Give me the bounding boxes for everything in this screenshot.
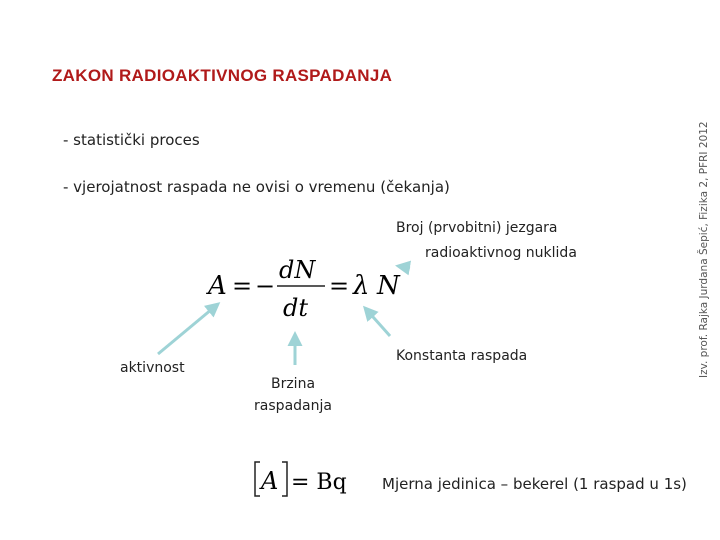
unit-rhs: = Bq [291,470,347,495]
page-title: ZAKON RADIOAKTIVNOG RASPADANJA [52,66,393,85]
formula-A: A [208,271,227,301]
formula-eq: = [232,272,253,300]
label-brzina [248,373,338,417]
formula-numerator: dN [279,256,316,284]
activity-formula [205,248,405,326]
formula-eq2: = [329,272,350,300]
label-brzina-line1: Brzina [270,376,316,392]
label-konstanta: Konstanta raspada [396,348,528,364]
unit-symbol: A [261,467,279,495]
right-bracket [282,462,287,496]
formula-N: N [377,271,400,301]
formula-minus: − [255,272,276,300]
label-broj-line2: radioaktivnog nuklida [425,245,577,261]
author-credit: Izv. prof. Rajka Jurdana Šepić, Fizika 2, PFRI 2012 [698,121,710,378]
formula-lambda: λ [353,271,370,301]
label-broj-line1: Broj (prvobitni) jezgara [396,220,558,236]
formula-denominator: dt [283,294,309,322]
label-aktivnost: aktivnost [120,360,185,376]
unit-formula [252,458,357,500]
left-bracket [255,462,260,496]
unit-description: Mjerna jedinica – bekerel (1 raspad u 1s) [382,475,687,493]
bullet-statistical-process: - statistički proces [63,131,200,149]
bullet-decay-probability: - vjerojatnost raspada ne ovisi o vremenu (čekanja) [63,178,450,196]
label-brzina-line2: raspadanja [254,398,332,414]
